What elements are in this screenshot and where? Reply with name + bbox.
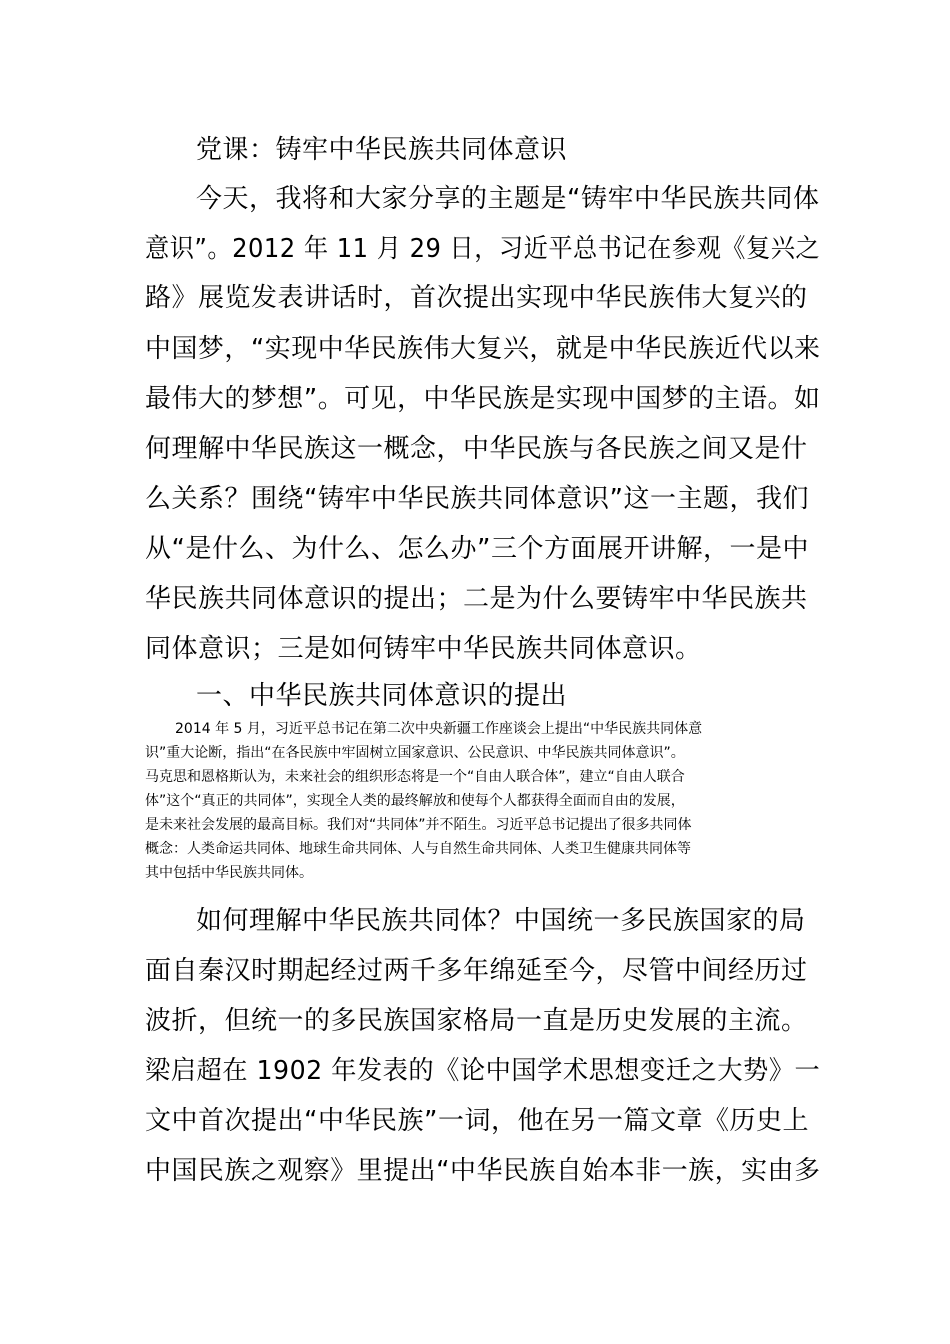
- paragraph-line: 从“是什么、为什么、怎么办”三个方面展开讲解，一是中: [145, 534, 809, 564]
- small-paragraph-line: 其中包括中华民族共同体。: [145, 865, 313, 881]
- paragraph-line: 华民族共同体意识的提出；二是为什么要铸牢中华民族共: [145, 584, 808, 614]
- paragraph-line: 面自秦汉时期起经过两千多年绵延至今，尽管中间经历过: [145, 956, 808, 986]
- paragraph-line: 如何理解中华民族共同体？中国统一多民族国家的局: [196, 906, 806, 936]
- paragraph-line: 梁启超在 1902 年发表的《论中国学术思想变迁之大势》一: [145, 1056, 821, 1086]
- paragraph-line: 波折，但统一的多民族国家格局一直是历史发展的主流。: [145, 1006, 808, 1036]
- paragraph-line: 同体意识；三是如何铸牢中华民族共同体意识。: [145, 634, 702, 664]
- small-paragraph-line: 是未来社会发展的最高目标。我们对“共同体”并不陌生。习近平总书记提出了很多共同体: [145, 817, 692, 833]
- paragraph-line: 文中首次提出“中华民族”一词，他在另一篇文章《历史上: [145, 1106, 809, 1136]
- paragraph-line: 何理解中华民族这一概念，中华民族与各民族之间又是什: [145, 434, 808, 464]
- small-paragraph-line: 马克思和恩格斯认为，未来社会的组织形态将是一个“自由人联合体”，建立“自由人联合: [145, 769, 685, 785]
- paragraph-line: 么关系？围绕“铸牢中华民族共同体意识”这一主题，我们: [145, 484, 809, 514]
- small-paragraph-line: 体”这个“真正的共同体”，实现全人类的最终解放和使每个人都获得全面而自由的发展，: [145, 793, 685, 809]
- paragraph-line: 中国梦，“实现中华民族伟大复兴，就是中华民族近代以来: [145, 334, 821, 364]
- paragraph-line: 今天，我将和大家分享的主题是“铸牢中华民族共同体: [196, 184, 820, 214]
- paragraph-line: 最伟大的梦想”。可见，中华民族是实现中国梦的主语。如: [145, 384, 821, 414]
- small-paragraph-line: 概念：人类命运共同体、地球生命共同体、人与自然生命共同体、人类卫生健康共同体等: [145, 841, 691, 857]
- document-title: 党课：铸牢中华民族共同体意识: [196, 135, 568, 165]
- section-heading: 一、中华民族共同体意识的提出: [196, 681, 568, 711]
- small-paragraph-line: 识”重大论断，指出“在各民族中牢固树立国家意识、公民意识、中华民族共同体意识”。: [145, 745, 685, 761]
- paragraph-line: 路》展览发表讲话时，首次提出实现中华民族伟大复兴的: [145, 283, 808, 313]
- small-paragraph-line: 2014 年 5 月，习近平总书记在第二次中央新疆工作座谈会上提出“中华民族共同体意: [175, 721, 703, 737]
- paragraph-line: 中国民族之观察》里提出“中华民族自始本非一族，实由多: [145, 1156, 821, 1186]
- paragraph-line: 意识”。2012 年 11 月 29 日，习近平总书记在参观《复兴之: [145, 234, 821, 264]
